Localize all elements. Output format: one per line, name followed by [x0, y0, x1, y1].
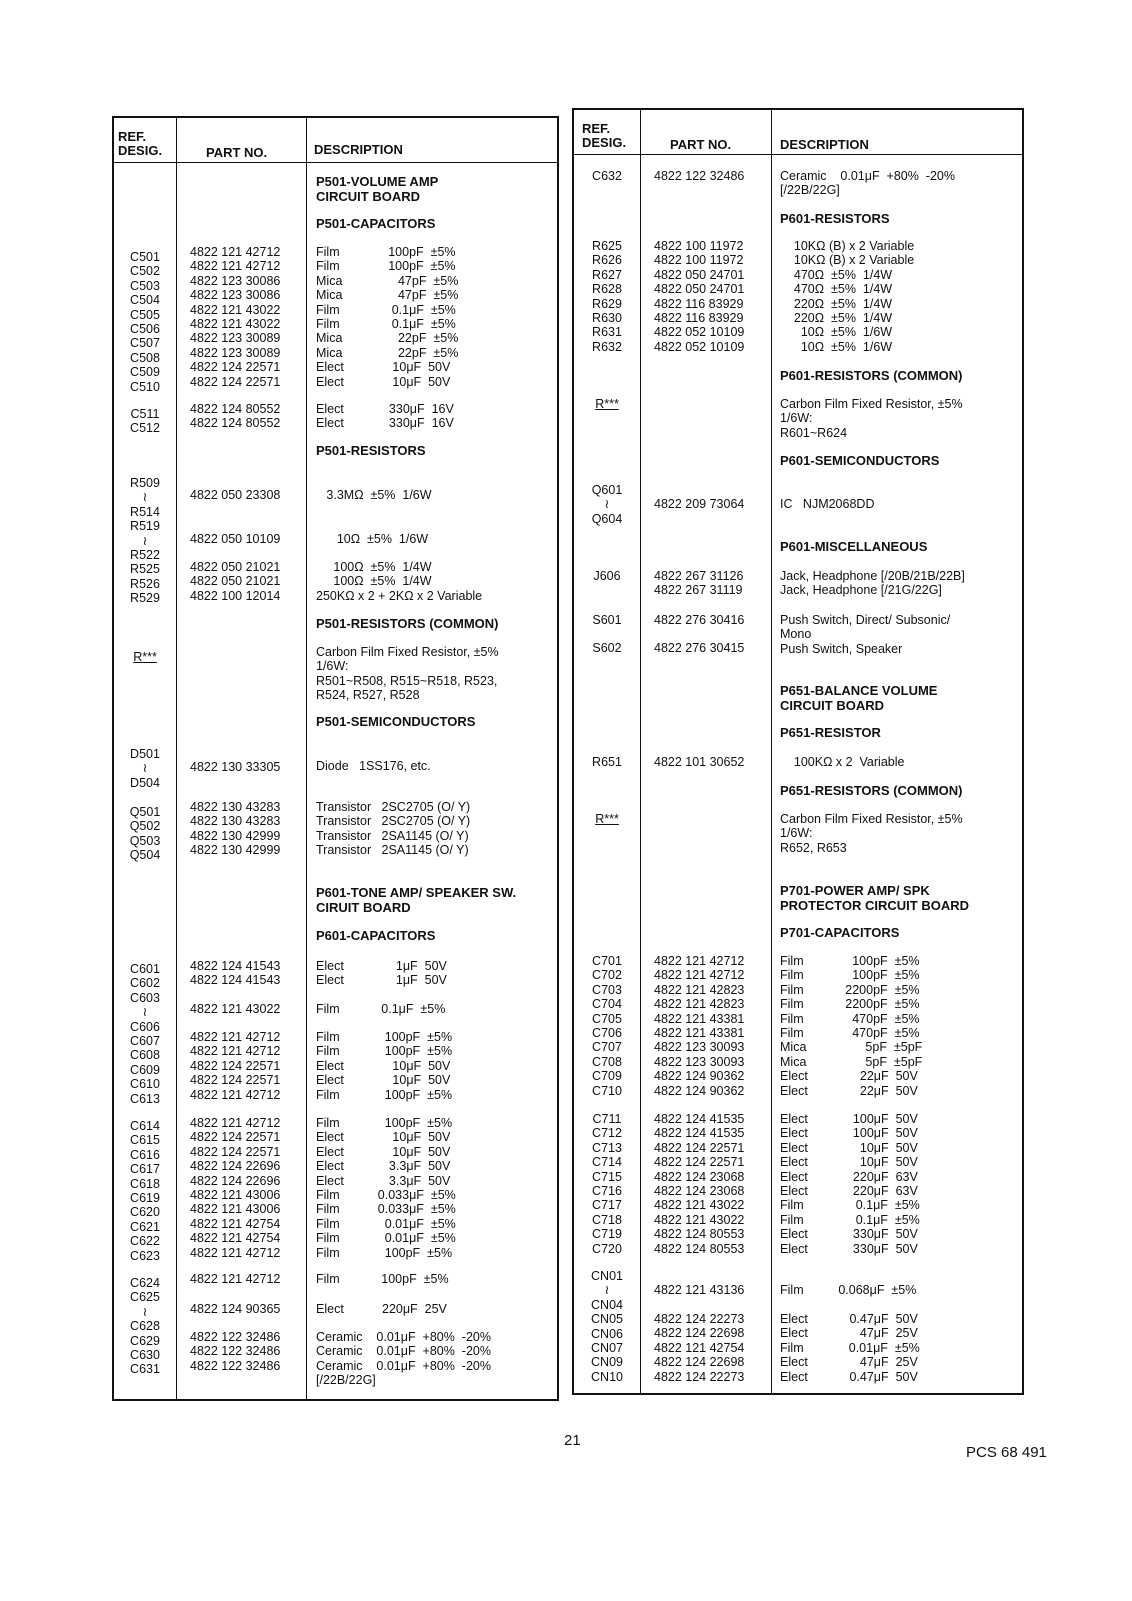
part-number-group: 4822 050 10109 — [190, 532, 281, 546]
ref-designator-group: C601 C602 C603 ≀ C606 C607 C608 C609 C610 C613 — [130, 962, 160, 1106]
section-heading: P701-POWER AMP/ SPK PROTECTOR CIRCUIT BOARD — [780, 883, 969, 913]
part-number-group: 4822 209 73064 — [654, 497, 745, 511]
header-part-no: PART NO. — [670, 137, 732, 152]
part-number-group: 4822 121 42712 4822 121 42712 4822 121 42823 4822 121 42823 4822 121 43381 4822 121 43381 4822 123 30093 4822 123 30093 4822 124 90362 4822 124 90362 — [654, 954, 745, 1098]
ref-designator-group: C501 C502 C503 C504 C505 C506 C507 C508 C509 C510 — [130, 250, 160, 394]
description-group: Film 100pF ±5% Film 100pF ±5% Elect 10μF 50V Elect 10μF 50V Film 100pF ±5% — [316, 1030, 453, 1102]
description-group: 3.3MΩ ±5% 1/6W — [316, 488, 432, 502]
column-divider — [771, 110, 772, 1393]
document-code: PCS 68 491 — [966, 1444, 1047, 1461]
part-number-group: 4822 276 30416 — [654, 613, 745, 627]
header-ref-desig: REF. DESIG. — [582, 121, 627, 150]
part-number-group: 4822 124 22273 4822 124 22698 4822 121 42754 4822 124 22698 4822 124 22273 — [654, 1312, 745, 1384]
part-number-group: 4822 124 90365 — [190, 1302, 281, 1316]
ref-designator-group: C624 C625 ≀ C628 C629 C630 C631 — [130, 1276, 160, 1377]
part-number-group: 4822 121 42712 4822 121 42712 4822 124 22571 4822 124 22571 4822 121 42712 — [190, 1030, 281, 1102]
ref-designator-group: C614 C615 C616 C617 C618 C619 C620 C621 C622 C623 — [130, 1119, 160, 1263]
ref-designator-group: Q501 Q502 Q503 Q504 — [129, 805, 161, 863]
ref-designator-group: C711 C712 C713 C714 C715 C716 C717 C718 C719 C720 — [592, 1112, 622, 1256]
section-heading: P601-CAPACITORS — [316, 928, 436, 943]
part-number-group: 4822 050 23308 — [190, 488, 281, 502]
section-heading: P651-RESISTORS (COMMON) — [780, 783, 963, 798]
part-number-group: 4822 122 32486 4822 122 32486 4822 122 32486 — [190, 1330, 281, 1373]
ref-designator-group: D501 ≀ D504 — [130, 747, 160, 790]
ref-designator-group: R651 — [592, 755, 622, 769]
description-group: Film 0.068μF ±5% — [780, 1283, 917, 1297]
parts-table-left — [112, 116, 559, 1401]
section-heading: P651-RESISTOR — [780, 725, 881, 740]
ref-designator-group: R*** — [133, 650, 157, 664]
part-number-group: 4822 124 80552 4822 124 80552 — [190, 402, 281, 431]
ref-designator-group: S601 — [592, 613, 622, 627]
ref-designator-group: R*** — [595, 397, 619, 411]
ref-designator-group: S602 — [592, 641, 622, 655]
section-heading: P651-BALANCE VOLUME CIRCUIT BOARD — [780, 683, 938, 713]
section-heading: P601-MISCELLANEOUS — [780, 539, 928, 554]
section-heading: P701-CAPACITORS — [780, 925, 900, 940]
ref-designator-group: R*** — [595, 812, 619, 826]
ref-designator-group: Q601 ≀ Q604 — [591, 483, 623, 526]
description-group: Elect 330μF 16V Elect 330μF 16V — [316, 402, 454, 431]
description-group: Ceramic 0.01μF +80% -20% Ceramic 0.01μF +80% -20% Ceramic 0.01μF +80% -20% [/22B/22G] — [316, 1330, 491, 1388]
description-group: Carbon Film Fixed Resistor, ±5% 1/6W: R501~R508, R515~R518, R523, R524, R527, R528 — [316, 645, 499, 703]
part-number-group: 4822 121 42712 — [190, 1272, 281, 1286]
description-group: Diode 1SS176, etc. — [316, 759, 431, 773]
description-group: Ceramic 0.01μF +80% -20% [/22B/22G] — [780, 169, 955, 198]
description-group: Carbon Film Fixed Resistor, ±5% 1/6W: R601~R624 — [780, 397, 963, 440]
column-divider — [306, 118, 307, 1399]
ref-designator-group: C511 C512 — [130, 407, 160, 436]
section-heading: P501-SEMICONDUCTORS — [316, 714, 476, 729]
header-description: DESCRIPTION — [314, 142, 403, 157]
ref-designator-group: C632 — [592, 169, 622, 183]
section-heading: P601-SEMICONDUCTORS — [780, 453, 940, 468]
description-group: Carbon Film Fixed Resistor, ±5% 1/6W: R652, R653 — [780, 812, 963, 855]
description-group: Film 100pF ±5% Film 100pF ±5% Mica 47pF ±5% Mica 47pF ±5% Film 0.1μF ±5% Film 0.1μF ±5% Mica 22pF ±5% Mica 22pF ±5% Elect 10μF 50V Elect 10μF 50V — [316, 245, 459, 389]
section-heading: P601-RESISTORS (COMMON) — [780, 368, 963, 383]
section-heading: P601-TONE AMP/ SPEAKER SW. CIRUIT BOARD — [316, 885, 517, 915]
description-group: Film 0.1μF ±5% — [316, 1002, 446, 1016]
description-group: Film 100pF ±5% — [316, 1272, 449, 1286]
header-description: DESCRIPTION — [780, 137, 869, 152]
description-group: IC NJM2068DD — [780, 497, 875, 511]
part-number-group: 4822 101 30652 — [654, 755, 745, 769]
part-number-group: 4822 121 43136 — [654, 1283, 745, 1297]
part-number-group: 4822 122 32486 — [654, 169, 745, 183]
description-group: Elect 100μF 50V Elect 100μF 50V Elect 10μF 50V Elect 10μF 50V Elect 220μF 63V Elect 220μF 63V Film 0.1μF ±5% Film 0.1μF ±5% Elect 330μF 50V Elect 330μF 50V — [780, 1112, 920, 1256]
column-divider — [176, 118, 177, 1399]
part-number-group: 4822 121 43022 — [190, 1002, 281, 1016]
part-number-group: 4822 276 30415 — [654, 641, 745, 655]
section-heading: P601-RESISTORS — [780, 211, 890, 226]
part-number-group: 4822 124 41543 4822 124 41543 — [190, 959, 281, 988]
part-number-group: 4822 121 42712 4822 121 42712 4822 123 30086 4822 123 30086 4822 121 43022 4822 121 43022 4822 123 30089 4822 123 30089 4822 124 22571 4822 124 22571 — [190, 245, 281, 389]
part-number-group: 4822 124 41535 4822 124 41535 4822 124 22571 4822 124 22571 4822 124 23068 4822 124 23068 4822 121 43022 4822 121 43022 4822 124 80553 4822 124 80553 — [654, 1112, 745, 1256]
description-group: Film 100pF ±5% Film 100pF ±5% Film 2200pF ±5% Film 2200pF ±5% Film 470pF ±5% Film 470pF ±5% Mica 5pF ±5pF Mica 5pF ±5pF Elect 22μF 50V Elect 22μF 50V — [780, 954, 923, 1098]
ref-designator-group: C701 C702 C703 C704 C705 C706 C707 C708 C709 C710 — [592, 954, 622, 1098]
description-group: Transistor 2SC2705 (O/ Y) Transistor 2SC2705 (O/ Y) Transistor 2SA1145 (O/ Y) Transistor 2SA1145 (O/ Y) — [316, 800, 471, 858]
header-ref-desig: REF. DESIG. — [118, 129, 163, 158]
description-group: 100Ω ±5% 1/4W 100Ω ±5% 1/4W 250KΩ x 2 + 2KΩ x 2 Variable — [316, 560, 483, 603]
description-group: 100KΩ x 2 Variable — [780, 755, 905, 769]
part-number-group: 4822 130 33305 — [190, 760, 281, 774]
ref-designator-group: R625 R626 R627 R628 R629 R630 R631 R632 — [592, 239, 622, 354]
ref-designator-group: J606 — [593, 569, 621, 583]
page-number: 21 — [564, 1432, 581, 1449]
description-group: Elect 1μF 50V Elect 1μF 50V — [316, 959, 447, 988]
description-group: Film 100pF ±5% Elect 10μF 50V Elect 10μF 50V Elect 3.3μF 50V Elect 3.3μF 50V Film 0.033μF ±5% Film 0.033μF ±5% Film 0.01μF ±5% Film 0.01μF ±5% Film 100pF ±5% — [316, 1116, 456, 1260]
ref-designator-group: R509 ≀ R514 R519 ≀ R522 R525 R526 R529 — [130, 476, 160, 606]
header-part-no: PART NO. — [206, 145, 268, 160]
column-divider — [640, 110, 641, 1393]
section-heading: P501-CAPACITORS — [316, 216, 436, 231]
ref-designator-group: CN01 ≀ CN04 CN05 CN06 CN07 CN09 CN10 — [591, 1269, 623, 1384]
section-heading: P501-VOLUME AMP CIRCUIT BOARD — [316, 174, 439, 204]
part-number-group: 4822 121 42712 4822 124 22571 4822 124 22571 4822 124 22696 4822 124 22696 4822 121 43006 4822 121 43006 4822 121 42754 4822 121 42754 4822 121 42712 — [190, 1116, 281, 1260]
part-number-group: 4822 100 11972 4822 100 11972 4822 050 24701 4822 050 24701 4822 116 83929 4822 116 83929 4822 052 10109 4822 052 10109 — [654, 239, 745, 354]
section-heading: P501-RESISTORS — [316, 443, 426, 458]
description-group: Push Switch, Direct/ Subsonic/ Mono Push Switch, Speaker — [780, 613, 951, 656]
section-heading: P501-RESISTORS (COMMON) — [316, 616, 499, 631]
part-number-group: 4822 267 31126 4822 267 31119 — [654, 569, 744, 598]
description-group: Elect 0.47μF 50V Elect 47μF 25V Film 0.01μF ±5% Elect 47μF 25V Elect 0.47μF 50V — [780, 1312, 920, 1384]
part-number-group: 4822 050 21021 4822 050 21021 4822 100 12014 — [190, 560, 281, 603]
part-number-group: 4822 130 43283 4822 130 43283 4822 130 42999 4822 130 42999 — [190, 800, 281, 858]
description-group: Jack, Headphone [/20B/21B/22B] Jack, Headphone [/21G/22G] — [780, 569, 965, 598]
description-group: 10KΩ (B) x 2 Variable 10KΩ (B) x 2 Variable 470Ω ±5% 1/4W 470Ω ±5% 1/4W 220Ω ±5% 1/4W 220Ω ±5% 1/4W 10Ω ±5% 1/6W 10Ω ±5% 1/6W — [793, 239, 915, 354]
parts-table-right — [572, 108, 1024, 1395]
description-group: 10Ω ±5% 1/6W — [316, 532, 429, 546]
description-group: Elect 220μF 25V — [316, 1302, 447, 1316]
